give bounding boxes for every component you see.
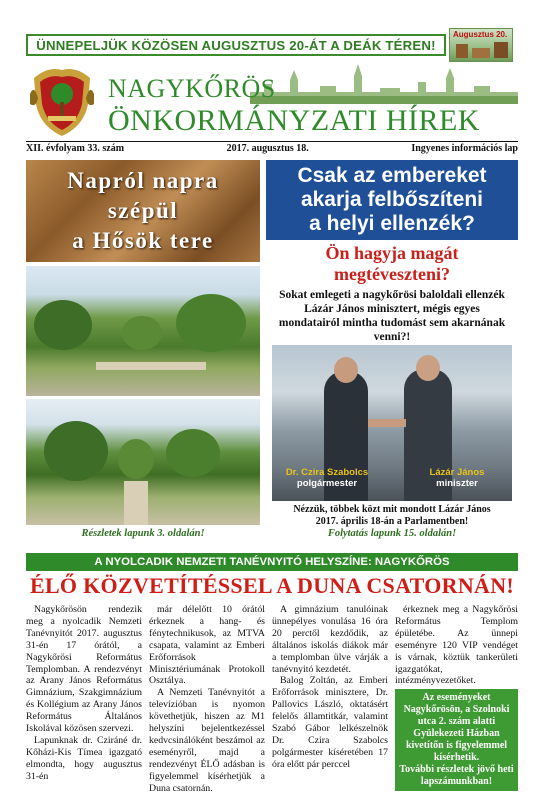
right-headline-line: akarja felbőszíteni	[300, 188, 484, 211]
bottom-story-banner: A NYOLCADIK NEMZETI TANÉVNYITÓ HELYSZÍNE: NAGYKŐRÖS	[26, 553, 518, 571]
right-feature-subhead	[266, 243, 518, 285]
square-photo-bottom[interactable]	[26, 399, 260, 525]
right-feature-caption: Nézzük, többek közt mit mondott Lázár János 2017. április 18-án a Parlamentben! Folytatás lapunk 15. oldalán!	[272, 504, 512, 540]
handshake-photo[interactable]	[272, 345, 512, 501]
event-promo-thumbnail[interactable]	[449, 28, 513, 62]
right-headline-line: a helyi ellenzék?	[309, 212, 475, 235]
issue-info-bar	[26, 141, 518, 155]
person-label-minister: Lázár János miniszter	[429, 467, 485, 489]
article-column-2: már délelőtt 10 órától érkeznek a hang- és fénytechnikusok, az MTVA csapata, valamint az Emberi Erőforrások Minisztériumának Protokoll Osztálya. A Nemzeti Tanévnyitót a televízióban is nyomon követhetjük, hiszen az M1 helyszíni bejelentkezéssel kedvcsinálóként beszámol az eseményről, majd a rendezvényt ÉLŐ adásban is figyelemmel kísérhetjük a Duna csatornán.	[149, 604, 265, 794]
article-column-1: Nagykőrösön rendezik meg a nyolcadik Nemzeti Tanévnyitót 2017. augusztus 31-én 17 órától, a Nagykőrösi Református Templomban. A rendezvényt az Arany János Református Gimnázium, Szakgimnázium és Kollégium az Arany János Református Általános Iskolával közösen szervezi. Lapunknak dr. Cziráné dr. Kőházi-Kis Tímea igazgató elmondta, hogy augusztus 31-én	[26, 604, 142, 782]
top-event-banner-text: ÜNNEPELJÜK KÖZÖSEN AUGUSZTUS 20-ÁT A DEÁK TÉREN!	[36, 37, 436, 53]
issue-date: 2017. augusztus 18.	[226, 143, 309, 154]
top-event-banner[interactable]	[26, 34, 446, 56]
left-feature-caption[interactable]: Részletek lapunk 3. oldalán!	[81, 528, 205, 539]
issue-number: XII. évfolyam 33. szám	[26, 143, 125, 154]
person-label-mayor: Dr. Czira Szabolcs polgármester	[285, 467, 369, 489]
coat-of-arms-icon	[28, 64, 96, 138]
right-headline-line: Csak az embereket	[297, 164, 487, 187]
screening-info-box: Az eseményeket Nagykőrösön, a Szolnoki utca 2. szám alatti Gyülekezeti Házban kivetítőn is figyelemmel kísérhetik. További részletek jövő heti lapszámunkban!	[395, 689, 518, 791]
masthead-title-paper: ÖNKORMÁNYZATI HÍREK	[108, 104, 480, 137]
right-subhead-line: megtéveszteni?	[334, 264, 450, 284]
left-feature-headline[interactable]	[26, 160, 260, 262]
left-headline-line: a Hősök tere	[72, 228, 214, 253]
left-headline-line: Napról napra	[67, 168, 219, 193]
masthead-title-town: NAGYKŐRÖS	[108, 74, 276, 103]
right-feature-continued-link[interactable]: Folytatás lapunk 15. oldalán!	[327, 528, 457, 539]
issue-tagline: Ingyenes információs lap	[411, 143, 518, 154]
article-column-3: A gimnázium tanulóinak ünnepélyes vonulása 16 óra 20 perctől kezdődik, az általános iskolás diákok már a templomban ülve várják a tanévnyitó kezdetét. Balog Zoltán, az Emberi Erőforrások minisztere, Dr. Pallovics László, oktatásért felelős államtitkár, valamint Szabó Gábor lelkészelnök Dr. Czira Szabolcs polgármester kíséretében 17 óra előtt pár perccel	[272, 604, 388, 770]
right-subhead-line: Ön hagyja magát	[325, 243, 459, 263]
square-photo-top[interactable]	[26, 266, 260, 396]
right-feature-headline[interactable]	[266, 160, 518, 240]
bottom-story-headline[interactable]: ÉLŐ KÖZVETÍTÉSSEL A DUNA CSATORNÁN!	[29, 573, 515, 598]
article-column-4: érkeznek meg a Nagykőrösi Református Templom épületébe. Az ünnepi eseményre 120 VIP vendéget is várnak, köztük tankerületi igazgatókat, intézményvezetőket. Az eseményeket Nagykőrösön, a Szolnoki utca 2. szám alatti Gyülekezeti Házban kivetítőn is figyelemmel kísérhetik. További részletek jövő heti lapszámunkban!	[395, 604, 518, 760]
right-feature-lead: Sokat emlegeti a nagykőrösi baloldali ellenzék Lázár János minisztert, mégis egyes mondatairól mintha tudomást sem akarnának venni?!	[278, 289, 506, 343]
town-skyline-illustration	[250, 62, 518, 104]
left-headline-line: szépül	[107, 198, 179, 223]
promo-thumbnail-label: Augusztus 20.	[453, 30, 508, 39]
